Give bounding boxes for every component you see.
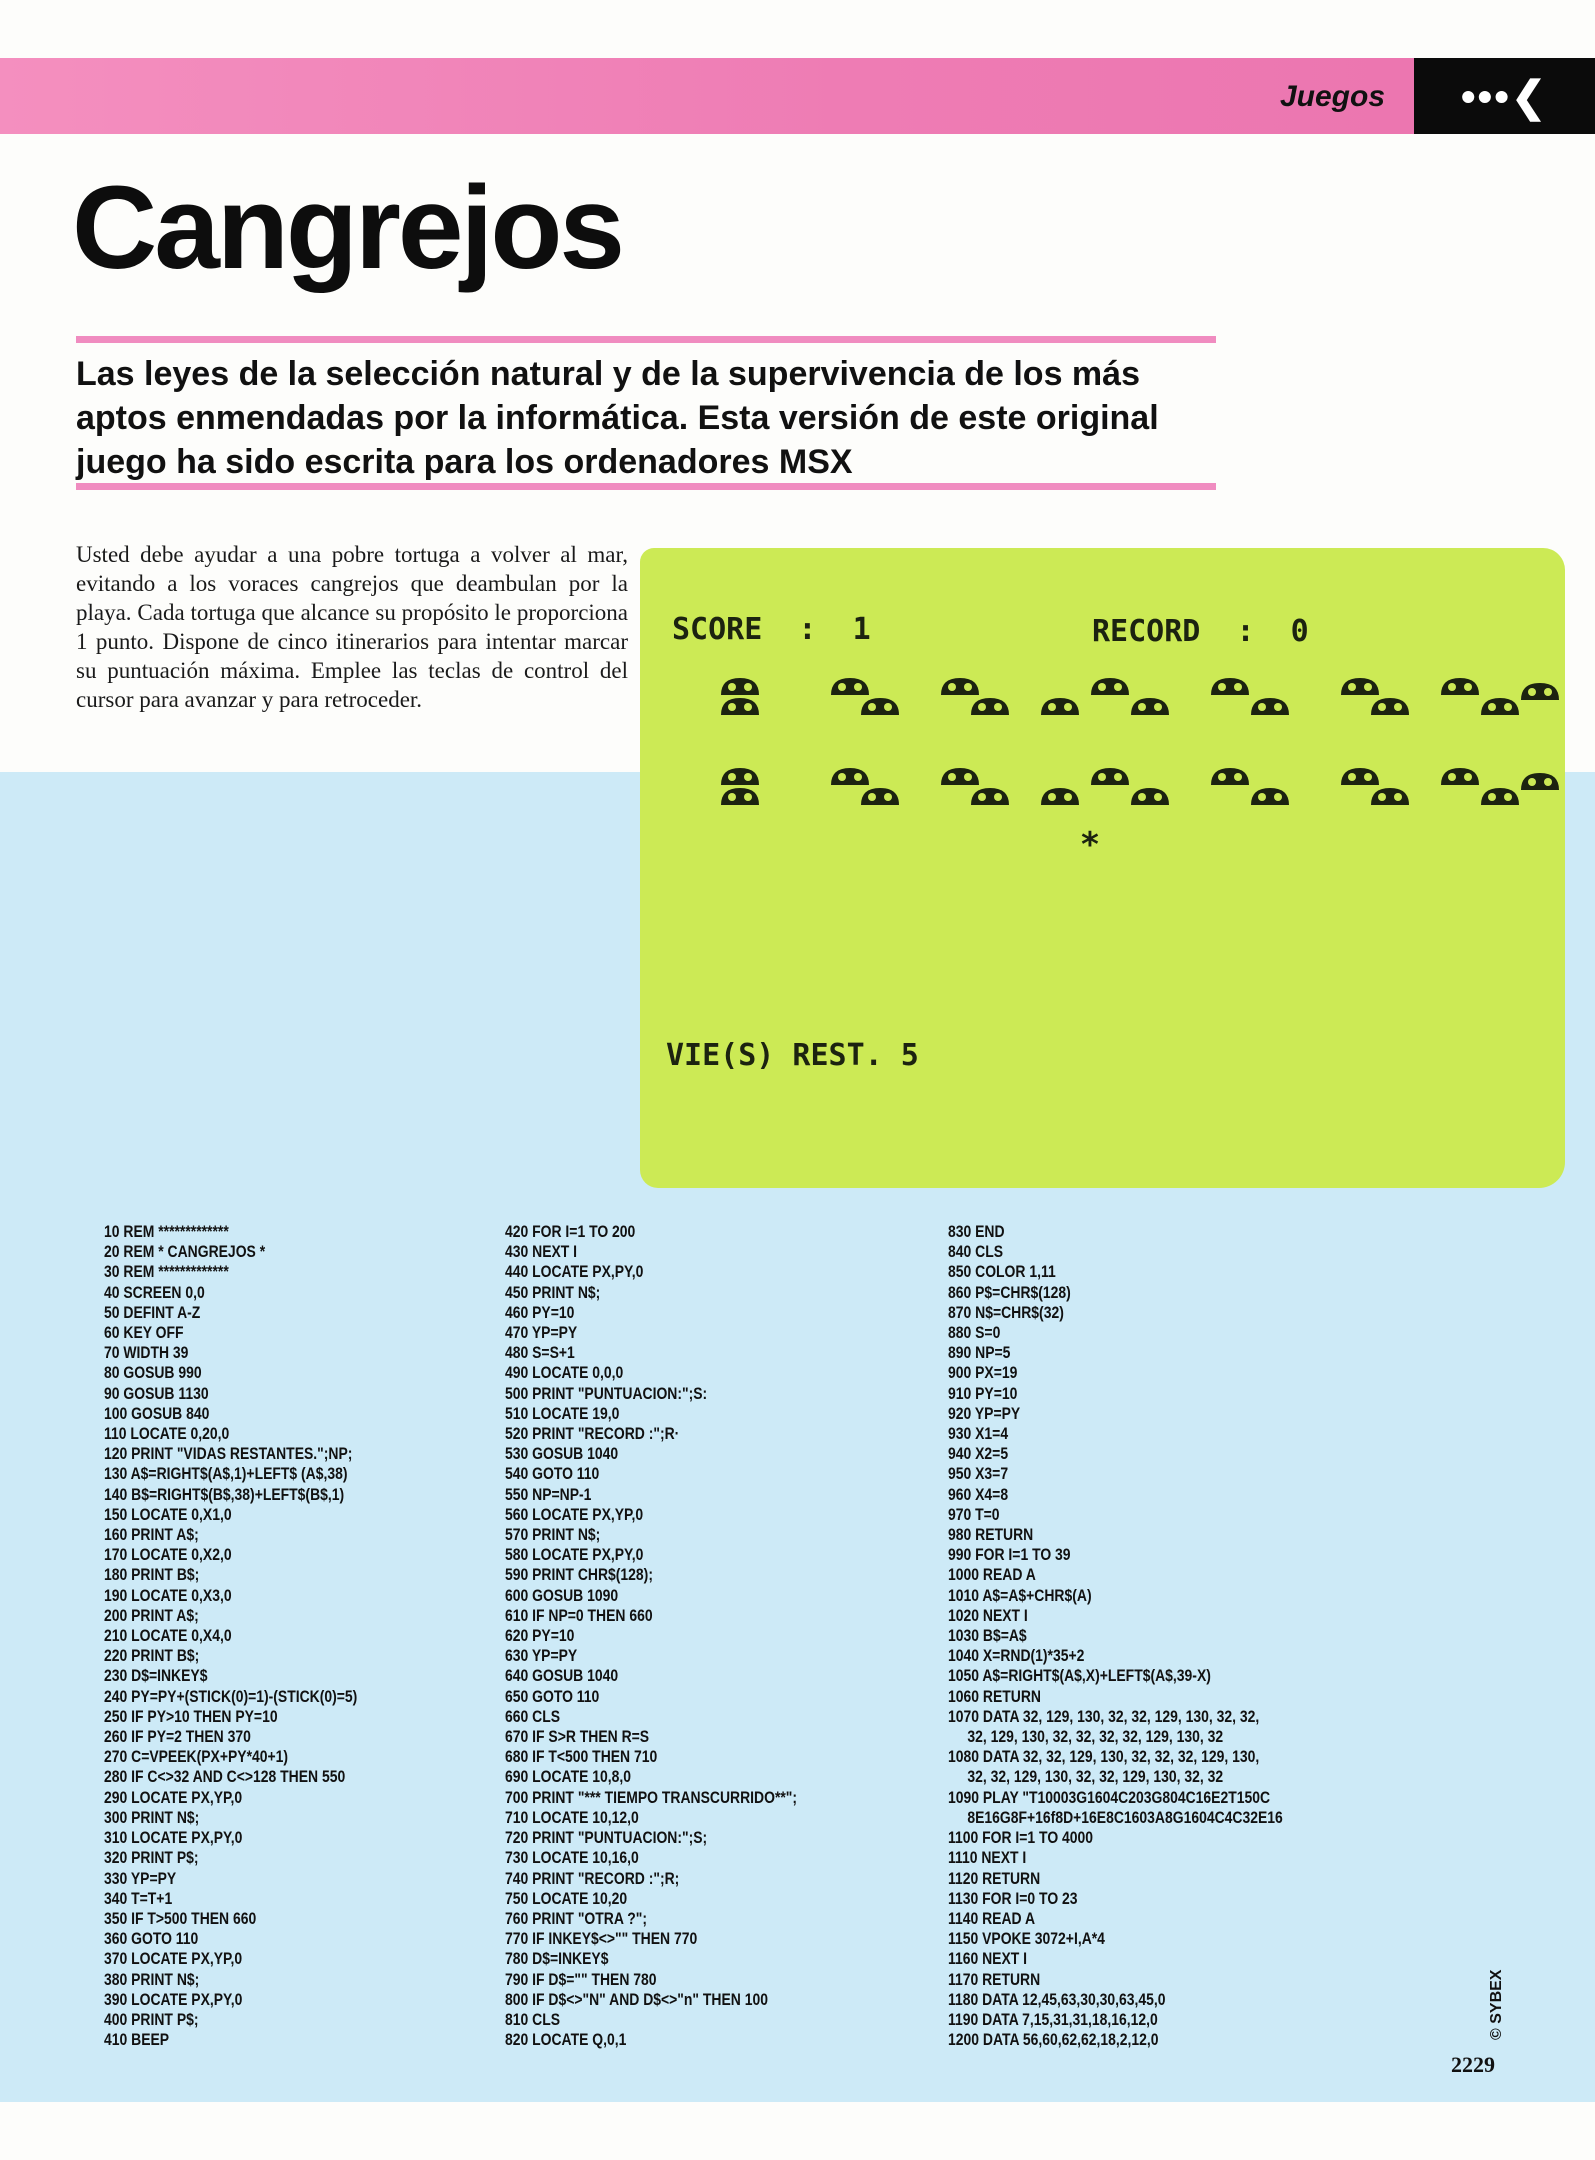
listing-line: 32, 32, 129, 130, 32, 32, 129, 130, 32, 32: [967, 1767, 1224, 1787]
crab-icon: [941, 678, 979, 695]
score-readout: SCORE : 1: [672, 612, 871, 647]
section-tab: [1414, 58, 1595, 134]
listing-line: 980 RETURN: [948, 1525, 1034, 1545]
section-label: Juegos: [1279, 80, 1385, 113]
crab-icon: [1211, 678, 1249, 695]
crab-icon: [1251, 788, 1289, 805]
crab-icon: [721, 788, 759, 805]
crab-icon: [1041, 788, 1079, 805]
crab-icon: [1341, 678, 1379, 695]
listing-line: 1060 RETURN: [948, 1686, 1041, 1706]
crab-icon: [1441, 768, 1479, 785]
listing-line: 600 GOSUB 1090: [505, 1585, 619, 1605]
listing-line: 110 LOCATE 0,20,0: [104, 1424, 230, 1444]
listing-line: 410 BEEP: [104, 2030, 170, 2050]
crab-icon: [1041, 698, 1079, 715]
listing-line: 140 B$=RIGHT$(B$,38)+LEFT$(B$,1): [104, 1484, 345, 1504]
crab-icon: [1371, 788, 1409, 805]
listing-line: 690 LOCATE 10,8,0: [505, 1767, 632, 1787]
crab-icon: [971, 698, 1009, 715]
subtitle-rule-bottom: [76, 483, 1216, 490]
listing-line: 190 LOCATE 0,X3,0: [104, 1585, 232, 1605]
listing-line: 1040 X=RND(1)*35+2: [948, 1646, 1085, 1666]
listing-line: 1170 RETURN: [948, 1969, 1041, 1989]
listing-line: 1110 NEXT I: [948, 1848, 1027, 1868]
listing-line: 740 PRINT "RECORD :";R;: [505, 1868, 680, 1888]
listing-line: 290 LOCATE PX,YP,0: [104, 1787, 243, 1807]
listing-line: 730 LOCATE 10,16,0: [505, 1848, 639, 1868]
listing-line: 40 SCREEN 0,0: [104, 1282, 205, 1302]
listing-line: 1190 DATA 7,15,31,31,18,16,12,0: [948, 2009, 1158, 2029]
listing-line: 220 PRINT B$;: [104, 1646, 200, 1666]
crab-field: [640, 548, 1565, 1188]
listing-line: 1000 READ A: [948, 1565, 1036, 1585]
listing-line: 1050 A$=RIGHT$(A$,X)+LEFT$(A$,39-X): [948, 1666, 1211, 1686]
listing-line: 780 D$=INKEY$: [505, 1949, 609, 1969]
listing-column-3: [948, 1222, 1283, 2050]
listing-line: 540 GOTO 110: [505, 1464, 600, 1484]
crab-icon: [721, 768, 759, 785]
listing-line: 230 D$=INKEY$: [104, 1666, 208, 1686]
listing-line: 1100 FOR I=1 TO 4000: [948, 1828, 1094, 1848]
listing-line: 120 PRINT "VIDAS RESTANTES.";NP;: [104, 1444, 353, 1464]
page-number: 2229: [1451, 2052, 1495, 2077]
crab-icon: [1521, 773, 1559, 790]
listing-line: 760 PRINT "OTRA ?";: [505, 1908, 648, 1928]
listing-line: 930 X1=4: [948, 1424, 1009, 1444]
listing-line: 8E16G8F+16f8D+16E8C1603A8G1604C4C32E16: [967, 1807, 1283, 1827]
listing-line: 840 CLS: [948, 1242, 1004, 1262]
listing-line: 1130 FOR I=0 TO 23: [948, 1888, 1078, 1908]
crab-icon: [1441, 678, 1479, 695]
listing-line: 350 IF T>500 THEN 660: [104, 1908, 257, 1928]
listing-line: 1080 DATA 32, 32, 129, 130, 32, 32, 32, 129, 130,: [948, 1747, 1260, 1767]
listing-line: 720 PRINT "PUNTUACION:";S;: [505, 1828, 708, 1848]
listing-line: 250 IF PY>10 THEN PY=10: [104, 1706, 278, 1726]
listing-line: 850 COLOR 1,11: [948, 1262, 1056, 1282]
listing-line: 910 PY=10: [948, 1383, 1018, 1403]
listing-line: 560 LOCATE PX,YP,0: [505, 1504, 644, 1524]
crab-icon: [1481, 698, 1519, 715]
listing-line: 60 KEY OFF: [104, 1323, 184, 1343]
listing-line: 320 PRINT P$;: [104, 1848, 199, 1868]
listing-line: 130 A$=RIGHT$(A$,1)+LEFT$ (A$,38): [104, 1464, 348, 1484]
lives-readout: VIE(S) REST. 5: [666, 1038, 919, 1073]
listing-line: 300 PRINT N$;: [104, 1807, 200, 1827]
listing-line: 1020 NEXT I: [948, 1605, 1028, 1625]
article-subtitle: Las leyes de la selección natural y de la supervivencia de los más aptos enmendadas por la informática. Esta versión de este original juego ha sido escrita para los ordenadores MSX: [76, 355, 1159, 481]
listing-line: 1180 DATA 12,45,63,30,30,63,45,0: [948, 1989, 1166, 2009]
listing-line: 420 FOR I=1 TO 200: [505, 1222, 636, 1241]
listing-line: 800 IF D$<>"N" AND D$<>"n" THEN 100: [505, 1989, 769, 2009]
crab-icon: [1341, 768, 1379, 785]
listing-line: 620 PY=10: [505, 1626, 575, 1646]
crab-icon: [721, 698, 759, 715]
listing-line: 1140 READ A: [948, 1908, 1036, 1928]
listing-line: 330 YP=PY: [104, 1868, 177, 1888]
listing-line: 490 LOCATE 0,0,0: [505, 1363, 624, 1383]
crab-icon: [1131, 788, 1169, 805]
crab-icon: [1211, 768, 1249, 785]
subtitle-rule-top: [76, 336, 1216, 343]
listing-line: 880 S=0: [948, 1323, 1001, 1343]
listing-column-2: [505, 1222, 797, 2050]
listing-line: 950 X3=7: [948, 1464, 1009, 1484]
listing-line: 710 LOCATE 10,12,0: [505, 1807, 639, 1827]
listing-line: 590 PRINT CHR$(128);: [505, 1565, 653, 1585]
listing-line: 1010 A$=A$+CHR$(A): [948, 1585, 1092, 1605]
listing-line: 480 S=S+1: [505, 1343, 575, 1363]
player-turtle-icon: *: [1079, 825, 1101, 865]
listing-line: 820 LOCATE Q,0,1: [505, 2030, 627, 2050]
listing-line: 10 REM *************: [104, 1222, 229, 1241]
listing-line: 990 FOR I=1 TO 39: [948, 1545, 1071, 1565]
listing-line: 1070 DATA 32, 129, 130, 32, 32, 129, 130, 32, 32,: [948, 1706, 1260, 1726]
listing-line: 70 WIDTH 39: [104, 1343, 189, 1363]
listing-line: 1150 VPOKE 3072+I,A*4: [948, 1929, 1105, 1949]
crab-icon: [1481, 788, 1519, 805]
listing-line: 1200 DATA 56,60,62,62,18,2,12,0: [948, 2030, 1159, 2050]
crab-icon: [1251, 698, 1289, 715]
listing-line: 370 LOCATE PX,YP,0: [104, 1949, 243, 1969]
listing-line: 240 PY=PY+(STICK(0)=1)-(STICK(0)=5): [104, 1686, 358, 1706]
listing-line: 1120 RETURN: [948, 1868, 1041, 1888]
crab-icon: [1091, 768, 1129, 785]
arrow-left-icon: •••❮: [1460, 72, 1549, 120]
crab-icon: [721, 678, 759, 695]
listing-line: 170 LOCATE 0,X2,0: [104, 1545, 232, 1565]
listing-line: 920 YP=PY: [948, 1403, 1021, 1423]
listing-line: 440 LOCATE PX,PY,0: [505, 1262, 644, 1282]
listing-line: 80 GOSUB 990: [104, 1363, 202, 1383]
listing-line: 830 END: [948, 1222, 1005, 1241]
crab-icon: [831, 678, 869, 695]
listing-line: 650 GOTO 110: [505, 1686, 600, 1706]
header-band: [0, 58, 1414, 134]
crab-icon: [1091, 678, 1129, 695]
listing-line: 150 LOCATE 0,X1,0: [104, 1504, 232, 1524]
listing-line: 610 IF NP=0 THEN 660: [505, 1605, 653, 1625]
listing-line: 860 P$=CHR$(128): [948, 1282, 1071, 1302]
crab-icon: [1521, 683, 1559, 700]
crab-icon: [831, 768, 869, 785]
listing-line: 20 REM * CANGREJOS *: [104, 1242, 266, 1262]
listing-line: 520 PRINT "RECORD :";R·: [505, 1424, 680, 1444]
listing-line: 670 IF S>R THEN R=S: [505, 1727, 650, 1747]
listing-line: 1030 B$=A$: [948, 1626, 1027, 1646]
article-title: Cangrejos: [72, 162, 623, 294]
listing-line: 310 LOCATE PX,PY,0: [104, 1828, 243, 1848]
listing-line: 750 LOCATE 10,20: [505, 1888, 628, 1908]
listing-line: 960 X4=8: [948, 1484, 1009, 1504]
listing-line: 200 PRINT A$;: [104, 1605, 199, 1625]
listing-line: 470 YP=PY: [505, 1323, 578, 1343]
credit-label: © SYBEX: [1488, 1969, 1505, 2040]
listing-column-1: [104, 1222, 357, 2050]
listing-line: 430 NEXT I: [505, 1242, 578, 1262]
listing-line: 160 PRINT A$;: [104, 1525, 199, 1545]
listing-line: 890 NP=5: [948, 1343, 1011, 1363]
listing-line: 940 X2=5: [948, 1444, 1009, 1464]
listing-line: 360 GOTO 110: [104, 1929, 199, 1949]
listing-line: 460 PY=10: [505, 1302, 575, 1322]
listing-line: 32, 129, 130, 32, 32, 32, 32, 129, 130, 32: [967, 1727, 1224, 1747]
listing-line: 380 PRINT N$;: [104, 1969, 200, 1989]
crab-icon: [861, 788, 899, 805]
crab-icon: [1131, 698, 1169, 715]
listing-line: 550 NP=NP-1: [505, 1484, 592, 1504]
crab-icon: [971, 788, 1009, 805]
listing-line: 280 IF C<>32 AND C<>128 THEN 550: [104, 1767, 346, 1787]
game-screen: [640, 548, 1565, 1188]
listing-line: 770 IF INKEY$<>"" THEN 770: [505, 1929, 698, 1949]
listing-line: 700 PRINT "*** TIEMPO TRANSCURRIDO**";: [505, 1787, 798, 1807]
crab-icon: [1371, 698, 1409, 715]
listing-line: 260 IF PY=2 THEN 370: [104, 1727, 251, 1747]
listing-line: 790 IF D$="" THEN 780: [505, 1969, 657, 1989]
listing-line: 510 LOCATE 19,0: [505, 1403, 620, 1423]
listing-line: 100 GOSUB 840: [104, 1403, 210, 1423]
crab-icon: [941, 768, 979, 785]
listing-line: 530 GOSUB 1040: [505, 1444, 619, 1464]
crab-icon: [861, 698, 899, 715]
listing-line: 340 T=T+1: [104, 1888, 173, 1908]
listing-line: 500 PRINT "PUNTUACION:";S:: [505, 1383, 708, 1403]
listing-line: 810 CLS: [505, 2009, 561, 2029]
listing-line: 970 T=0: [948, 1504, 1000, 1524]
intro-paragraph: Usted debe ayudar a una pobre tortuga a volver al mar, evitando a los voraces cangrejos que deambulan por la playa. Cada tortuga que alcance su propósito le proporciona 1 punto. Dispone de cinco itinerarios para intentar marcar su puntuación máxima. Emplee las teclas de control del cursor para avanzar y para retroceder.: [76, 542, 628, 712]
listing-line: 660 CLS: [505, 1706, 561, 1726]
listing-line: 630 YP=PY: [505, 1646, 578, 1666]
listing-line: 180 PRINT B$;: [104, 1565, 200, 1585]
listing-line: 640 GOSUB 1040: [505, 1666, 619, 1686]
record-readout: RECORD : 0: [1092, 614, 1309, 649]
listing-line: 50 DEFINT A-Z: [104, 1302, 201, 1322]
listing-line: 900 PX=19: [948, 1363, 1018, 1383]
listing-line: 1160 NEXT I: [948, 1949, 1028, 1969]
listing-line: 270 C=VPEEK(PX+PY*40+1): [104, 1747, 289, 1767]
listing-line: 400 PRINT P$;: [104, 2009, 199, 2029]
listing-line: 90 GOSUB 1130: [104, 1383, 209, 1403]
listing-line: 1090 PLAY "T10003G1604C203G804C16E2T150C: [948, 1787, 1271, 1807]
listing-line: 570 PRINT N$;: [505, 1525, 601, 1545]
listing-line: 580 LOCATE PX,PY,0: [505, 1545, 644, 1565]
listing-line: 30 REM *************: [104, 1262, 229, 1282]
listing-line: 210 LOCATE 0,X4,0: [104, 1626, 232, 1646]
listing-line: 870 N$=CHR$(32): [948, 1302, 1064, 1322]
listing-line: 680 IF T<500 THEN 710: [505, 1747, 658, 1767]
listing-line: 390 LOCATE PX,PY,0: [104, 1989, 243, 2009]
listing-line: 450 PRINT N$;: [505, 1282, 601, 1302]
